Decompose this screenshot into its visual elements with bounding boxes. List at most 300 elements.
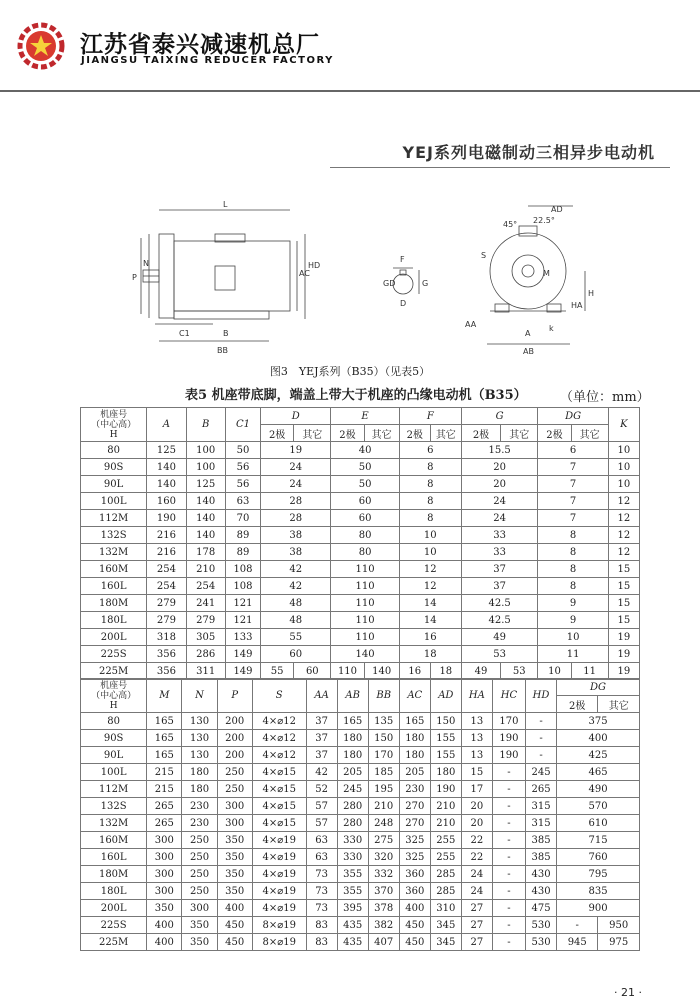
table-cell: 254 [147,578,186,595]
table-cell: 57 [306,815,337,832]
table-cell: 4×⌀15 [252,815,306,832]
table-cell: 360 [399,866,430,883]
table-cell: 950 [598,917,640,934]
table-cell: 400 [147,917,182,934]
table-cell: 160M [81,561,147,578]
table-cell: 90S [81,730,147,747]
table-cell: 14 [399,595,461,612]
table-cell: 180 [430,764,461,781]
table-cell: 19 [608,646,639,663]
table-cell: 165 [147,747,182,764]
table-cell: 210 [368,798,399,815]
dim-M: M [543,269,550,278]
table-cell: 400 [147,934,182,951]
table-cell: 255 [430,849,461,866]
table-cell: 245 [337,781,368,798]
table-cell: 140 [186,493,225,510]
table-cell: 100L [81,764,147,781]
table-cell: 40 [331,442,399,459]
table-cell: 19 [261,442,331,459]
table-cell: 37 [306,747,337,764]
table-cell: 250 [182,832,217,849]
table-cell: - [492,934,525,951]
table-row [81,917,640,934]
table-cell: 241 [186,595,225,612]
figure-caption: 图3 YEJ系列（B35）（见表5） [269,365,431,378]
table-cell: 4×⌀19 [252,849,306,866]
table-cell: 22 [461,849,492,866]
table-cell: 250 [182,883,217,900]
sub-other: 其它 [364,425,399,442]
table-cell: 63 [306,849,337,866]
table-cell: 140 [364,663,399,680]
table-cell: 110 [331,663,364,680]
table-cell: 132M [81,544,147,561]
col-AB: AB [337,679,368,713]
dim-GD: GD [383,279,396,288]
table-cell: 60 [331,493,399,510]
table-cell: 55 [261,663,294,680]
table-cell: 24 [261,476,331,493]
table-row [81,476,640,493]
table-cell: 160L [81,578,147,595]
table-cell: 19 [608,629,639,646]
table-cell: 190 [147,510,186,527]
table-cell: 52 [306,781,337,798]
table-cell: 330 [337,849,368,866]
table-cell: 155 [430,747,461,764]
table-row [81,442,640,459]
header-divider [0,90,700,92]
table-cell: 300 [147,866,182,883]
table-cell: 190 [492,730,525,747]
table-cell: 305 [186,629,225,646]
table-cell: 180 [337,747,368,764]
table-cell: 90L [81,747,147,764]
table-cell: 254 [147,561,186,578]
table-cell: 370 [368,883,399,900]
dim-BB: BB [217,346,228,355]
table-cell: 24 [461,510,538,527]
table-row [81,849,640,866]
dimension-table-2 [80,678,640,951]
table-cell: 14 [399,612,461,629]
table-cell: 15 [608,578,639,595]
table-cell: 225M [81,934,147,951]
table-cell: 7 [538,459,608,476]
table-row [81,510,640,527]
col-A: A [147,408,186,442]
table-row [81,866,640,883]
page-header [0,0,700,90]
table-cell: 190 [492,747,525,764]
table-cell: 108 [225,561,260,578]
table-cell: - [492,781,525,798]
table-cell: 38 [261,527,331,544]
table-cell: 395 [337,900,368,917]
table-cell: 110 [331,578,399,595]
table-cell: 11 [538,646,608,663]
table-cell: - [492,798,525,815]
col-S: S [252,679,306,713]
table-cell: 325 [399,832,430,849]
table-cell: 450 [217,917,252,934]
table-cell: 250 [182,849,217,866]
title-underline [330,167,670,168]
table-cell: 450 [399,934,430,951]
company-name-en: JIANGSU TAIXING REDUCER FACTORY [81,55,334,66]
col-F: F [399,408,461,425]
table-cell: 280 [337,815,368,832]
table-cell: 140 [186,527,225,544]
sub-2pole: 2极 [461,425,500,442]
table-cell: 350 [182,934,217,951]
table-row [81,459,640,476]
table-cell: 400 [557,730,640,747]
table-row [81,493,640,510]
table-cell: 73 [306,900,337,917]
table-cell: 450 [217,934,252,951]
dim-AA: AA [465,320,477,329]
table-cell: 200 [217,730,252,747]
col-AC: AC [399,679,430,713]
dim-A: A [525,329,531,338]
table-cell: 89 [225,527,260,544]
table-cell: - [492,832,525,849]
table-cell: 48 [261,595,331,612]
table-cell: 70 [225,510,260,527]
table-cell: 385 [526,849,557,866]
table-cell: 55 [261,629,331,646]
table-cell: 140 [331,646,399,663]
table-cell: 20 [461,798,492,815]
table-cell: 311 [186,663,225,680]
table-cell: 22 [461,832,492,849]
table-cell: 355 [337,866,368,883]
dim-k: k [549,324,554,333]
table-cell: 254 [186,578,225,595]
table-cell: 13 [461,713,492,730]
col-BB: BB [368,679,399,713]
table-row [81,815,640,832]
table-cell: 24 [461,493,538,510]
table-caption: 表5 机座带底脚，端盖上带大于机座的凸缘电动机（B35） [185,388,527,403]
table-cell: 435 [337,934,368,951]
table-cell: 170 [368,747,399,764]
table-cell: 385 [526,832,557,849]
table-cell: 975 [598,934,640,951]
table-cell: 121 [225,612,260,629]
table-cell: 318 [147,629,186,646]
table-cell: 300 [147,832,182,849]
table-row [81,578,640,595]
table-cell: 285 [430,883,461,900]
table-cell: 8 [399,493,461,510]
table-cell: 285 [430,866,461,883]
dim-D: D [400,299,407,308]
table-cell: 4×⌀12 [252,713,306,730]
table-cell: 56 [225,459,260,476]
table-cell: 28 [261,510,331,527]
table-cell: 130 [182,713,217,730]
table-cell: 170 [492,713,525,730]
table-cell: 270 [399,798,430,815]
table-cell: 37 [306,730,337,747]
table-cell: 160 [147,493,186,510]
table-cell: 56 [225,476,260,493]
table-cell: 325 [399,849,430,866]
table-cell: 155 [430,730,461,747]
table-cell: 435 [337,917,368,934]
table-cell: 610 [557,815,640,832]
col-M: M [147,679,182,713]
table-cell: 4×⌀15 [252,764,306,781]
table-cell: 125 [147,442,186,459]
table-cell: 190 [430,781,461,798]
col-C1: C1 [225,408,260,442]
table-cell: 530 [526,934,557,951]
table-cell: - [492,815,525,832]
sub-other: 其它 [501,425,538,442]
table-cell: 180 [182,764,217,781]
col-N: N [182,679,217,713]
table-cell: 8 [538,544,608,561]
table-cell: 8 [399,510,461,527]
table-cell: - [492,883,525,900]
table-cell: - [492,917,525,934]
table-cell: 310 [430,900,461,917]
table-cell: 200L [81,629,147,646]
table-cell: 112M [81,510,147,527]
table-cell: 8 [538,527,608,544]
table-cell: 250 [217,764,252,781]
table-cell: 9 [538,612,608,629]
table-cell: 400 [399,900,430,917]
table-cell: 350 [147,900,182,917]
table-cell: 73 [306,883,337,900]
table-cell: 200 [217,713,252,730]
table-cell: 4×⌀19 [252,900,306,917]
table-cell: 900 [557,900,640,917]
table-cell: 205 [399,764,430,781]
dim-N: N [143,259,149,268]
table-cell: 225S [81,646,147,663]
table-cell: 27 [461,917,492,934]
dim-HD: HD [308,261,321,270]
company-name-cn: 江苏省泰兴减速机总厂 [80,32,320,58]
table-cell: 10 [608,459,639,476]
table-cell: 400 [217,900,252,917]
table-cell: 60 [261,646,331,663]
table-cell: 345 [430,934,461,951]
table-cell: - [526,747,557,764]
table-row [81,747,640,764]
table-cell: 16 [399,629,461,646]
col-HD: HD [526,679,557,713]
page-number: · 21 · [614,986,642,999]
table-cell: 180 [337,730,368,747]
table-cell: 149 [225,646,260,663]
table-cell: 216 [147,544,186,561]
col-AA: AA [306,679,337,713]
col-DG: DG [538,408,608,425]
table-cell: 130 [182,730,217,747]
table-cell: 300 [147,849,182,866]
table-cell: 255 [430,832,461,849]
table-cell: 132S [81,527,147,544]
col-D: D [261,408,331,425]
table-cell: 248 [368,815,399,832]
table-cell: 180L [81,883,147,900]
table-cell: 945 [557,934,598,951]
table-cell: 20 [461,815,492,832]
table-cell: 210 [186,561,225,578]
company-logo-icon [14,22,68,70]
table-row [81,646,640,663]
table-cell: 300 [147,883,182,900]
motor-drawings [115,196,625,361]
table-cell: 24 [461,883,492,900]
table-cell: 180 [182,781,217,798]
table-row [81,544,640,561]
table-cell: 8 [538,578,608,595]
table-cell: 17 [461,781,492,798]
table-cell: 42 [261,578,331,595]
table-cell: 7 [538,476,608,493]
table-cell: 18 [430,663,461,680]
table-cell: 275 [368,832,399,849]
table-row [81,561,640,578]
sub-other: 其它 [571,425,608,442]
sub-2pole: 2极 [557,696,598,713]
table-cell: 125 [186,476,225,493]
table-cell: 80 [331,527,399,544]
table-cell: 280 [337,798,368,815]
table-cell: 83 [306,934,337,951]
table-cell: 110 [331,612,399,629]
table-cell: 250 [217,781,252,798]
table-cell: 4×⌀19 [252,832,306,849]
table-cell: 4×⌀12 [252,747,306,764]
table-cell: 149 [225,663,260,680]
table-cell: 245 [526,764,557,781]
dim-H: H [588,289,595,298]
table-cell: 130 [182,747,217,764]
table-cell: 15 [608,612,639,629]
table-cell: - [526,713,557,730]
table-cell: 13 [461,747,492,764]
table-cell: 121 [225,595,260,612]
table-cell: 60 [331,510,399,527]
table-cell: 356 [147,646,186,663]
sub-other: 其它 [294,425,331,442]
table-cell: 12 [399,578,461,595]
table-cell: 270 [399,815,430,832]
table-cell: 286 [186,646,225,663]
table-row [81,595,640,612]
table-cell: 216 [147,527,186,544]
table-cell: 230 [182,798,217,815]
table-cell: 225S [81,917,147,934]
table-cell: - [492,900,525,917]
table-cell: 140 [147,459,186,476]
table-cell: 6 [399,442,461,459]
table-cell: 24 [261,459,331,476]
table-cell: 160L [81,849,147,866]
table-cell: 382 [368,917,399,934]
sub-other: 其它 [430,425,461,442]
table-cell: 180L [81,612,147,629]
table-cell: 49 [461,629,538,646]
table-cell: 33 [461,544,538,561]
table-cell: 350 [217,832,252,849]
table-cell: 24 [461,866,492,883]
table-cell: 430 [526,883,557,900]
table-cell: 210 [430,815,461,832]
table-cell: 360 [399,883,430,900]
table-row [81,883,640,900]
table-cell: 100 [186,459,225,476]
table-cell: 355 [337,883,368,900]
table-cell: 20 [461,459,538,476]
table-row [81,612,640,629]
table-cell: 160M [81,832,147,849]
table-cell: 279 [147,612,186,629]
table-cell: 350 [182,917,217,934]
table-cell: 200 [217,747,252,764]
table-cell: 279 [147,595,186,612]
table-cell: 10 [608,476,639,493]
dim-AB: AB [523,347,534,356]
col-K: K [608,408,639,442]
table-cell: 225M [81,663,147,680]
table-cell: 132S [81,798,147,815]
table-cell: 378 [368,900,399,917]
table-cell: 4×⌀12 [252,730,306,747]
table-cell: 265 [526,781,557,798]
table-cell: - [492,849,525,866]
table-cell: 8×⌀19 [252,934,306,951]
table-row [81,934,640,951]
dim-S: S [481,251,487,260]
table-cell: 133 [225,629,260,646]
table-cell: 180 [399,747,430,764]
dim-B: B [223,329,229,338]
side-view-drawing [141,210,305,341]
table-cell: 15.5 [461,442,538,459]
table-cell: 60 [294,663,331,680]
table-cell: 465 [557,764,640,781]
table-cell: 570 [557,798,640,815]
dim-C1: C1 [179,329,190,338]
table-cell: 265 [147,798,182,815]
dim-AD: AD [551,205,563,214]
table-cell: 100L [81,493,147,510]
table-row [81,730,640,747]
table-cell: 200L [81,900,147,917]
table-cell: 16 [399,663,430,680]
table-cell: 375 [557,713,640,730]
dim-angle45: 45° [503,220,518,229]
table-cell: 430 [526,866,557,883]
table-cell: 475 [526,900,557,917]
table-cell: 15 [608,595,639,612]
unit-note: （单位：mm） [560,390,650,405]
table-cell: 63 [306,832,337,849]
table-row [81,629,640,646]
table-cell: 450 [399,917,430,934]
table-cell: 8 [538,561,608,578]
